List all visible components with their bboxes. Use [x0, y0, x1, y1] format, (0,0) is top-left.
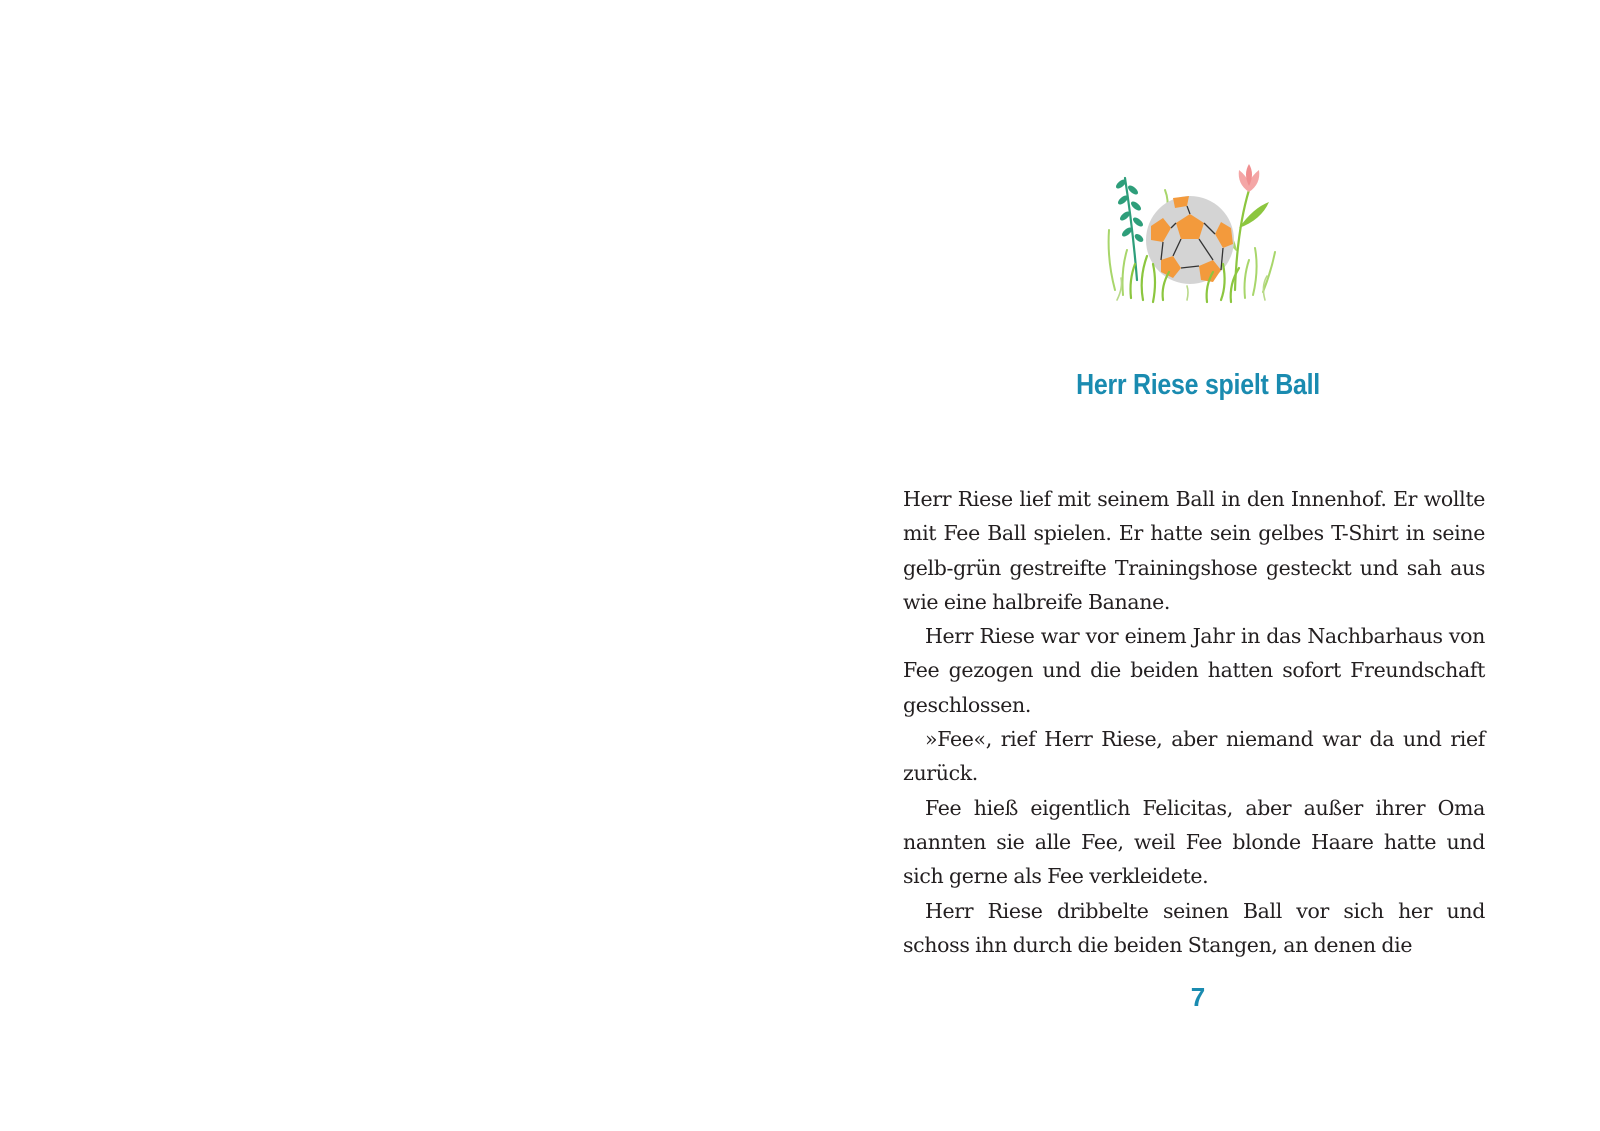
paragraph: Herr Riese dribbelte seinen Ball vor sich her und schoss ihn durch die beiden Stangen, an denen die [903, 898, 1485, 957]
paragraph: »Fee«, rief Herr Riese, aber niemand war da und rief zurück. [903, 727, 1485, 786]
right-page [800, 0, 1600, 1131]
chapter-title: Herr Riese spielt Ball [1076, 369, 1320, 401]
paragraph: Fee hieß eigentlich Felicitas, aber außer ihrer Oma nannten sie alle Fee, weil Fee blonde Haare hatte und sich gerne als Fee verkleidete. [903, 795, 1485, 889]
chapter-body-text [903, 482, 1485, 962]
paragraph: Herr Riese war vor einem Jahr in das Nachbarhaus von Fee gezogen und die beiden hatten sofort Freundschaft geschlossen. [903, 624, 1485, 717]
paragraph: Herr Riese lief mit seinem Ball in den Innenhof. Er wollte mit Fee Ball spielen. Er hatte sein gelbes T-Shirt in seine gelb-grün gestreifte Trainingshose gesteckt und sah aus wie eine halbreife Banane. [903, 487, 1485, 614]
soccer-ball-illustration [1103, 160, 1283, 310]
soccer-ball [1146, 196, 1234, 284]
pink-flower [1239, 164, 1260, 192]
page-number: 7 [1190, 982, 1206, 1012]
